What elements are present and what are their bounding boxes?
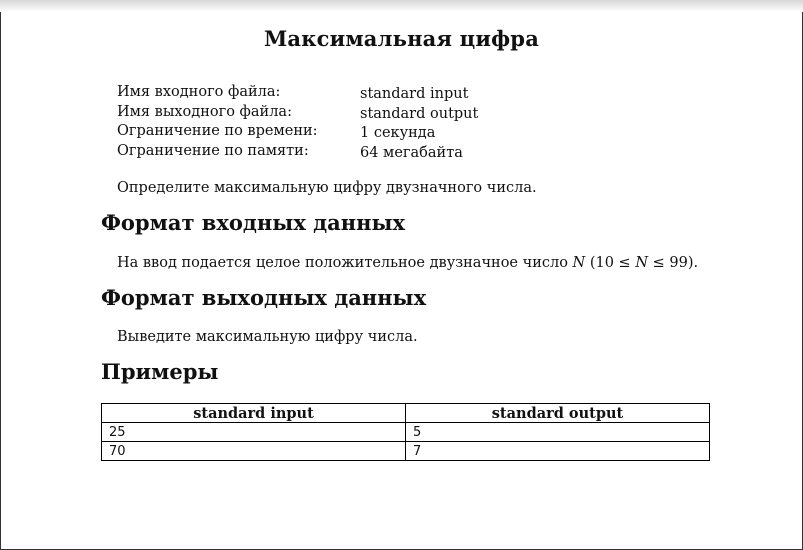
math-var-n-range: N [635,255,649,271]
table-header-row [102,404,710,423]
limit-value: standard input [360,86,469,102]
example-output-cell: 5 [406,423,710,442]
examples-heading: Примеры [101,359,219,384]
limit-label: Ограничение по времени: [117,123,318,139]
output-format-heading: Формат выходных данных [101,285,427,310]
example-input-cell: 70 [102,442,406,461]
limit-row-output-file [117,103,537,123]
limit-value: standard output [360,105,479,122]
range-open: (10 ≤ [585,255,636,271]
input-format-heading: Формат входных данных [101,210,406,235]
limits-block [117,83,537,161]
column-header-output: standard output [406,404,710,423]
input-format-text [117,255,698,271]
limit-label: Ограничение по памяти: [117,142,309,159]
limit-row-time [117,122,537,142]
problem-title: Максимальная цифра [263,26,539,51]
limit-label: Имя входного файла: [117,84,281,100]
limit-row-input-file [117,83,537,103]
examples-table [101,403,710,461]
range-close: ≤ 99). [648,255,699,271]
output-format-text: Выведите максимальную цифру числа. [117,329,418,345]
example-input-cell: 25 [102,423,406,442]
limit-row-memory [117,142,537,162]
limit-value: 1 секунда [360,125,436,141]
page-top-shadow [0,0,803,12]
limit-value: 64 мегабайта [360,144,463,161]
limit-label: Имя выходного файла: [117,103,292,120]
math-var-n: N [572,255,586,271]
problem-statement: Определите максимальную цифру двузначного числа. [117,180,537,196]
table-row [102,442,710,461]
column-header-input: standard input [102,404,406,423]
example-output-cell: 7 [406,442,710,461]
table-row [102,423,710,442]
input-text-prefix: На ввод подается целое положительное двузначное число [117,255,573,271]
